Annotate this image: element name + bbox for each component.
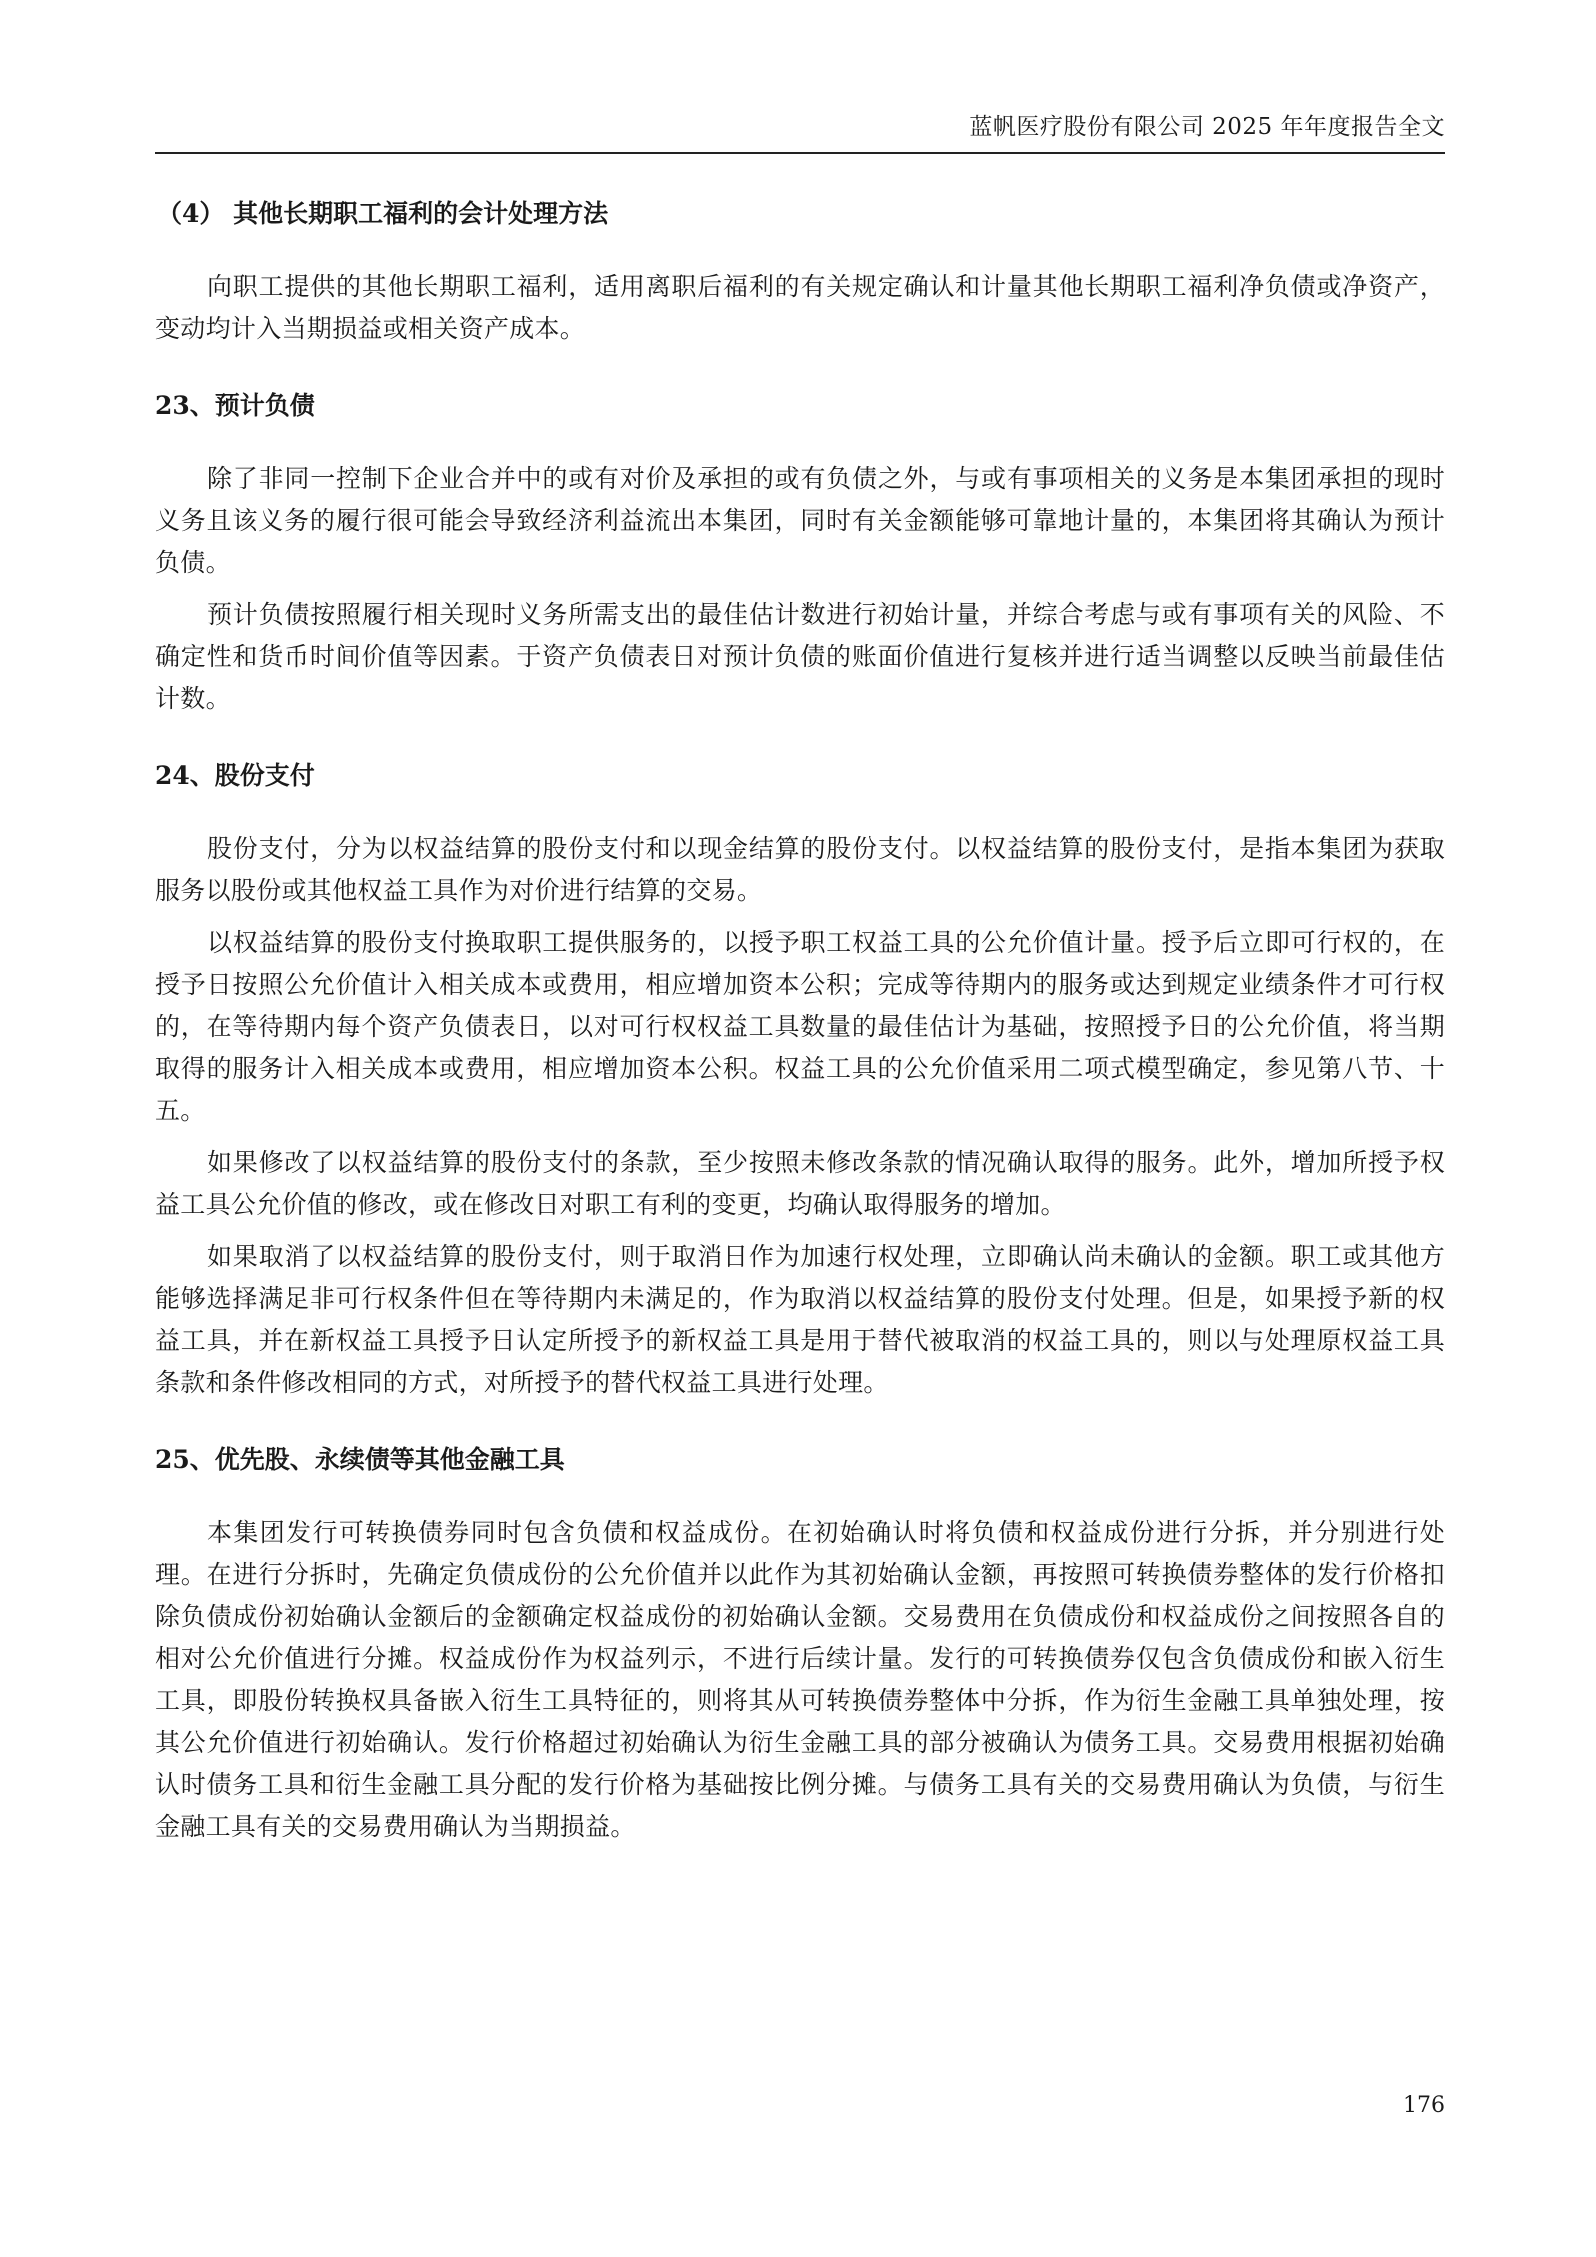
section-heading-23: 23、预计负债 bbox=[155, 391, 315, 420]
running-header: 蓝帆医疗股份有限公司 2025 年年度报告全文 bbox=[969, 114, 1445, 140]
section-heading-25: 25、优先股、永续债等其他金融工具 bbox=[155, 1445, 565, 1474]
paragraph: 本集团发行可转换债券同时包含负债和权益成份。在初始确认时将负债和权益成份进行分拆，并分别进行处理。在进行分拆时，先确定负债成份的公允价值并以此作为其初始确认金额，再按照可转换债券整体的发行价格扣除负债成份初始确认金额后的金额确定权益成份的初始确认金额。交易费用在负债成份和权益成份之间按照各自的相对公允价值进行分摊。权益成份作为权益列示，不进行后续计量。发行的可转换债券仅包含负债成份和嵌入衍生工具，即股份转换权具备嵌入衍生工具特征的，则将其从可转换债券整体中分拆，作为衍生金融工具单独处理，按其公允价值进行初始确认。发行价格超过初始确认为衍生金融工具的部分被确认为债务工具。交易费用根据初始确认时债务工具和衍生金融工具分配的发行价格为基础按比例分摊。与债务工具有关的交易费用确认为负债，与衍生金融工具有关的交易费用确认为当期损益。 bbox=[155, 1518, 1445, 1841]
paragraph: 以权益结算的股份支付换取职工提供服务的，以授予职工权益工具的公允价值计量。授予后立即可行权的，在授予日按照公允价值计入相关成本或费用，相应增加资本公积；完成等待期内的服务或达到规定业绩条件才可行权的，在等待期内每个资产负债表日，以对可行权权益工具数量的最佳估计为基础，按照授予日的公允价值，将当期取得的服务计入相关成本或费用，相应增加资本公积。权益工具的公允价值采用二项式模型确定，参见第八节、十五。 bbox=[155, 928, 1445, 1125]
section-heading-24: 24、股份支付 bbox=[155, 761, 315, 790]
page-body bbox=[155, 194, 1445, 1848]
paragraph: 预计负债按照履行相关现时义务所需支出的最佳估计数进行初始计量，并综合考虑与或有事项有关的风险、不确定性和货币时间价值等因素。于资产负债表日对预计负债的账面价值进行复核并进行适当调整以反映当前最佳估计数。 bbox=[155, 600, 1445, 713]
header-divider bbox=[155, 152, 1445, 154]
paragraph: 向职工提供的其他长期职工福利，适用离职后福利的有关规定确认和计量其他长期职工福利净负债或净资产，变动均计入当期损益或相关资产成本。 bbox=[155, 272, 1445, 343]
section-heading-4: （4） 其他长期职工福利的会计处理方法 bbox=[157, 199, 609, 228]
paragraph: 如果修改了以权益结算的股份支付的条款，至少按照未修改条款的情况确认取得的服务。此外，增加所授予权益工具公允价值的修改，或在修改日对职工有利的变更，均确认取得服务的增加。 bbox=[155, 1148, 1445, 1219]
paragraph: 股份支付，分为以权益结算的股份支付和以现金结算的股份支付。以权益结算的股份支付，是指本集团为获取服务以股份或其他权益工具作为对价进行结算的交易。 bbox=[155, 834, 1445, 905]
page-number: 176 bbox=[1403, 2093, 1445, 2118]
paragraph: 除了非同一控制下企业合并中的或有对价及承担的或有负债之外，与或有事项相关的义务是本集团承担的现时义务且该义务的履行很可能会导致经济利益流出本集团，同时有关金额能够可靠地计量的，本集团将其确认为预计负债。 bbox=[155, 464, 1445, 577]
paragraph: 如果取消了以权益结算的股份支付，则于取消日作为加速行权处理，立即确认尚未确认的金额。职工或其他方能够选择满足非可行权条件但在等待期内未满足的，作为取消以权益结算的股份支付处理。但是，如果授予新的权益工具，并在新权益工具授予日认定所授予的新权益工具是用于替代被取消的权益工具的，则以与处理原权益工具条款和条件修改相同的方式，对所授予的替代权益工具进行处理。 bbox=[155, 1242, 1445, 1397]
